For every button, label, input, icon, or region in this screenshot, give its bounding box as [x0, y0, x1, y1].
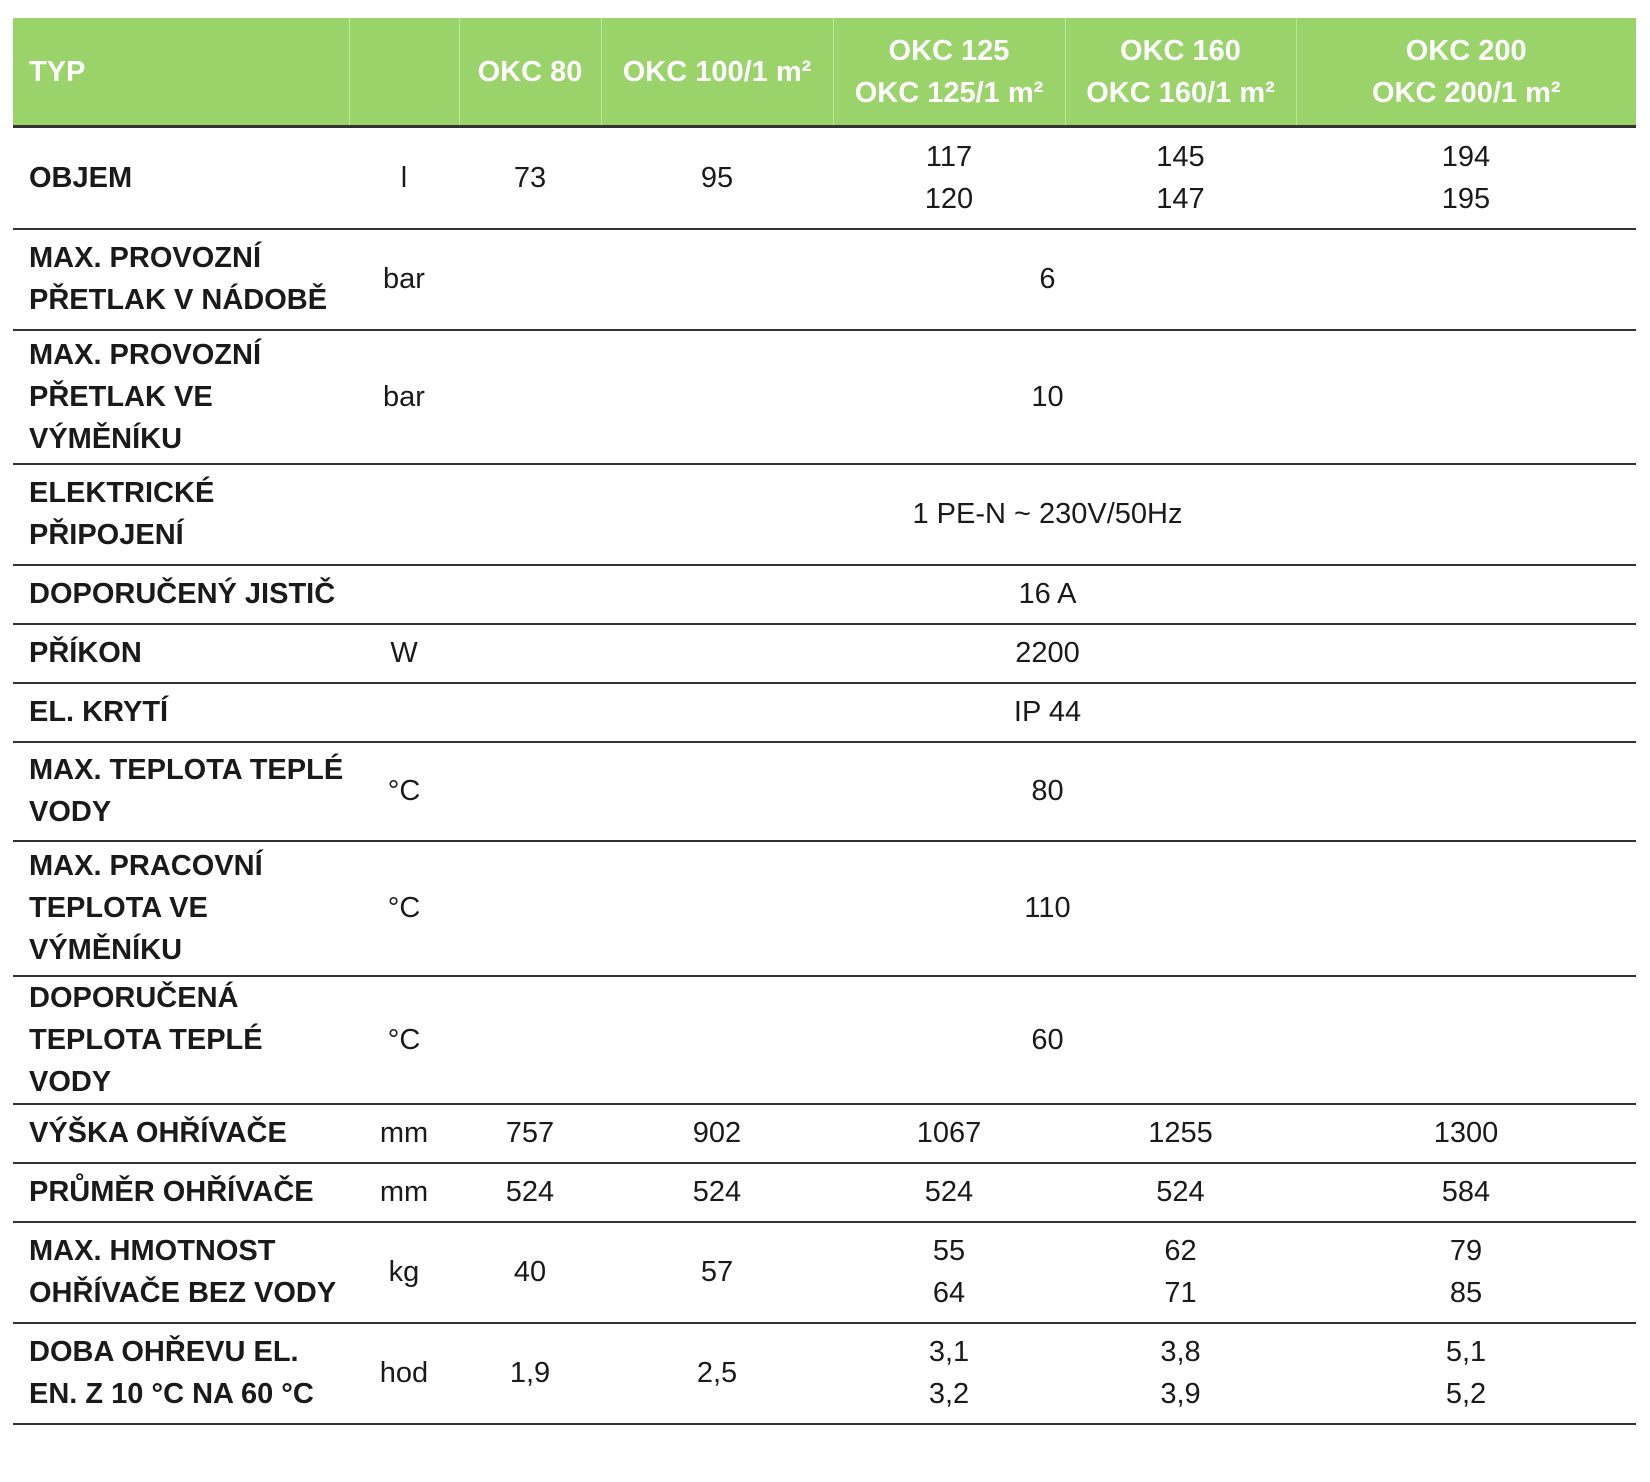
row-unit: °C [349, 976, 459, 1104]
cell-okc-100: 2,5 [601, 1323, 833, 1424]
row-label: PŘÍKON [13, 624, 349, 683]
row-pretlak-nadoba [13, 229, 1636, 330]
cell-okc-100: 902 [601, 1104, 833, 1163]
row-unit [349, 683, 459, 742]
row-unit [349, 565, 459, 624]
row-hmotnost [13, 1222, 1636, 1323]
row-unit: °C [349, 742, 459, 841]
row-unit: l [349, 127, 459, 229]
cell-okc-125: 524 [833, 1163, 1065, 1222]
cell-shared-value: 60 [459, 976, 1636, 1104]
row-pretlak-vymenik [13, 330, 1636, 464]
row-doporucena-teplota [13, 976, 1636, 1104]
cell-okc-125: 3,1 3,2 [833, 1323, 1065, 1424]
row-prumer [13, 1163, 1636, 1222]
cell-okc-160: 62 71 [1065, 1222, 1296, 1323]
row-label: DOBA OHŘEVU EL. EN. Z 10 °C NA 60 °C [13, 1323, 349, 1424]
row-label: VÝŠKA OHŘÍVAČE [13, 1104, 349, 1163]
cell-okc-160: 1255 [1065, 1104, 1296, 1163]
cell-shared-value: 2200 [459, 624, 1636, 683]
cell-shared-value: IP 44 [459, 683, 1636, 742]
spec-table [13, 18, 1636, 1425]
row-label: MAX. HMOTNOST OHŘÍVAČE BEZ VODY [13, 1222, 349, 1323]
header-row [13, 18, 1636, 127]
cell-okc-100: 57 [601, 1222, 833, 1323]
header-okc-160: OKC 160 OKC 160/1 m² [1065, 18, 1296, 127]
row-label: DOPORUČENÁ TEPLOTA TEPLÉ VODY [13, 976, 349, 1104]
row-kryti [13, 683, 1636, 742]
cell-shared-value: 6 [459, 229, 1636, 330]
cell-shared-value: 10 [459, 330, 1636, 464]
header-okc-200: OKC 200 OKC 200/1 m² [1296, 18, 1636, 127]
cell-okc-125: 1067 [833, 1104, 1065, 1163]
cell-okc-200: 1300 [1296, 1104, 1636, 1163]
cell-okc-200: 79 85 [1296, 1222, 1636, 1323]
row-unit: mm [349, 1104, 459, 1163]
row-objem [13, 127, 1636, 229]
cell-okc-100: 95 [601, 127, 833, 229]
cell-okc-160: 524 [1065, 1163, 1296, 1222]
row-unit: mm [349, 1163, 459, 1222]
row-label: DOPORUČENÝ JISTIČ [13, 565, 349, 624]
row-elektricke-pripojeni [13, 464, 1636, 565]
header-okc-100: OKC 100/1 m² [601, 18, 833, 127]
cell-okc-160: 3,8 3,9 [1065, 1323, 1296, 1424]
row-unit: hod [349, 1323, 459, 1424]
row-unit: bar [349, 330, 459, 464]
row-label: ELEKTRICKÉ PŘIPOJENÍ [13, 464, 349, 565]
header-okc-125: OKC 125 OKC 125/1 m² [833, 18, 1065, 127]
row-label: EL. KRYTÍ [13, 683, 349, 742]
cell-okc-200: 194 195 [1296, 127, 1636, 229]
header-unit [349, 18, 459, 127]
row-label: MAX. PROVOZNÍ PŘETLAK V NÁDOBĚ [13, 229, 349, 330]
header-typ: TYP [13, 18, 349, 127]
cell-okc-80: 73 [459, 127, 601, 229]
cell-okc-200: 5,1 5,2 [1296, 1323, 1636, 1424]
row-jistic [13, 565, 1636, 624]
cell-okc-125: 117 120 [833, 127, 1065, 229]
row-unit: W [349, 624, 459, 683]
cell-okc-80: 757 [459, 1104, 601, 1163]
cell-okc-125: 55 64 [833, 1222, 1065, 1323]
cell-shared-value: 80 [459, 742, 1636, 841]
row-label: OBJEM [13, 127, 349, 229]
cell-okc-80: 1,9 [459, 1323, 601, 1424]
row-teplota-vymenik [13, 841, 1636, 976]
row-unit: °C [349, 841, 459, 976]
row-label: MAX. TEPLOTA TEPLÉ VODY [13, 742, 349, 841]
row-teplota-vody [13, 742, 1636, 841]
row-label: MAX. PRACOVNÍ TEPLOTA VE VÝMĚNÍKU [13, 841, 349, 976]
cell-shared-value: 16 A [459, 565, 1636, 624]
row-unit [349, 464, 459, 565]
row-prikon [13, 624, 1636, 683]
cell-okc-80: 524 [459, 1163, 601, 1222]
row-label: PRŮMĚR OHŘÍVAČE [13, 1163, 349, 1222]
cell-okc-200: 584 [1296, 1163, 1636, 1222]
row-label: MAX. PROVOZNÍ PŘETLAK VE VÝMĚNÍKU [13, 330, 349, 464]
row-doba-ohrevu [13, 1323, 1636, 1424]
cell-shared-value: 1 PE-N ~ 230V/50Hz [459, 464, 1636, 565]
row-vyska [13, 1104, 1636, 1163]
header-okc-80: OKC 80 [459, 18, 601, 127]
cell-okc-160: 145 147 [1065, 127, 1296, 229]
row-unit: bar [349, 229, 459, 330]
cell-shared-value: 110 [459, 841, 1636, 976]
cell-okc-80: 40 [459, 1222, 601, 1323]
cell-okc-100: 524 [601, 1163, 833, 1222]
row-unit: kg [349, 1222, 459, 1323]
